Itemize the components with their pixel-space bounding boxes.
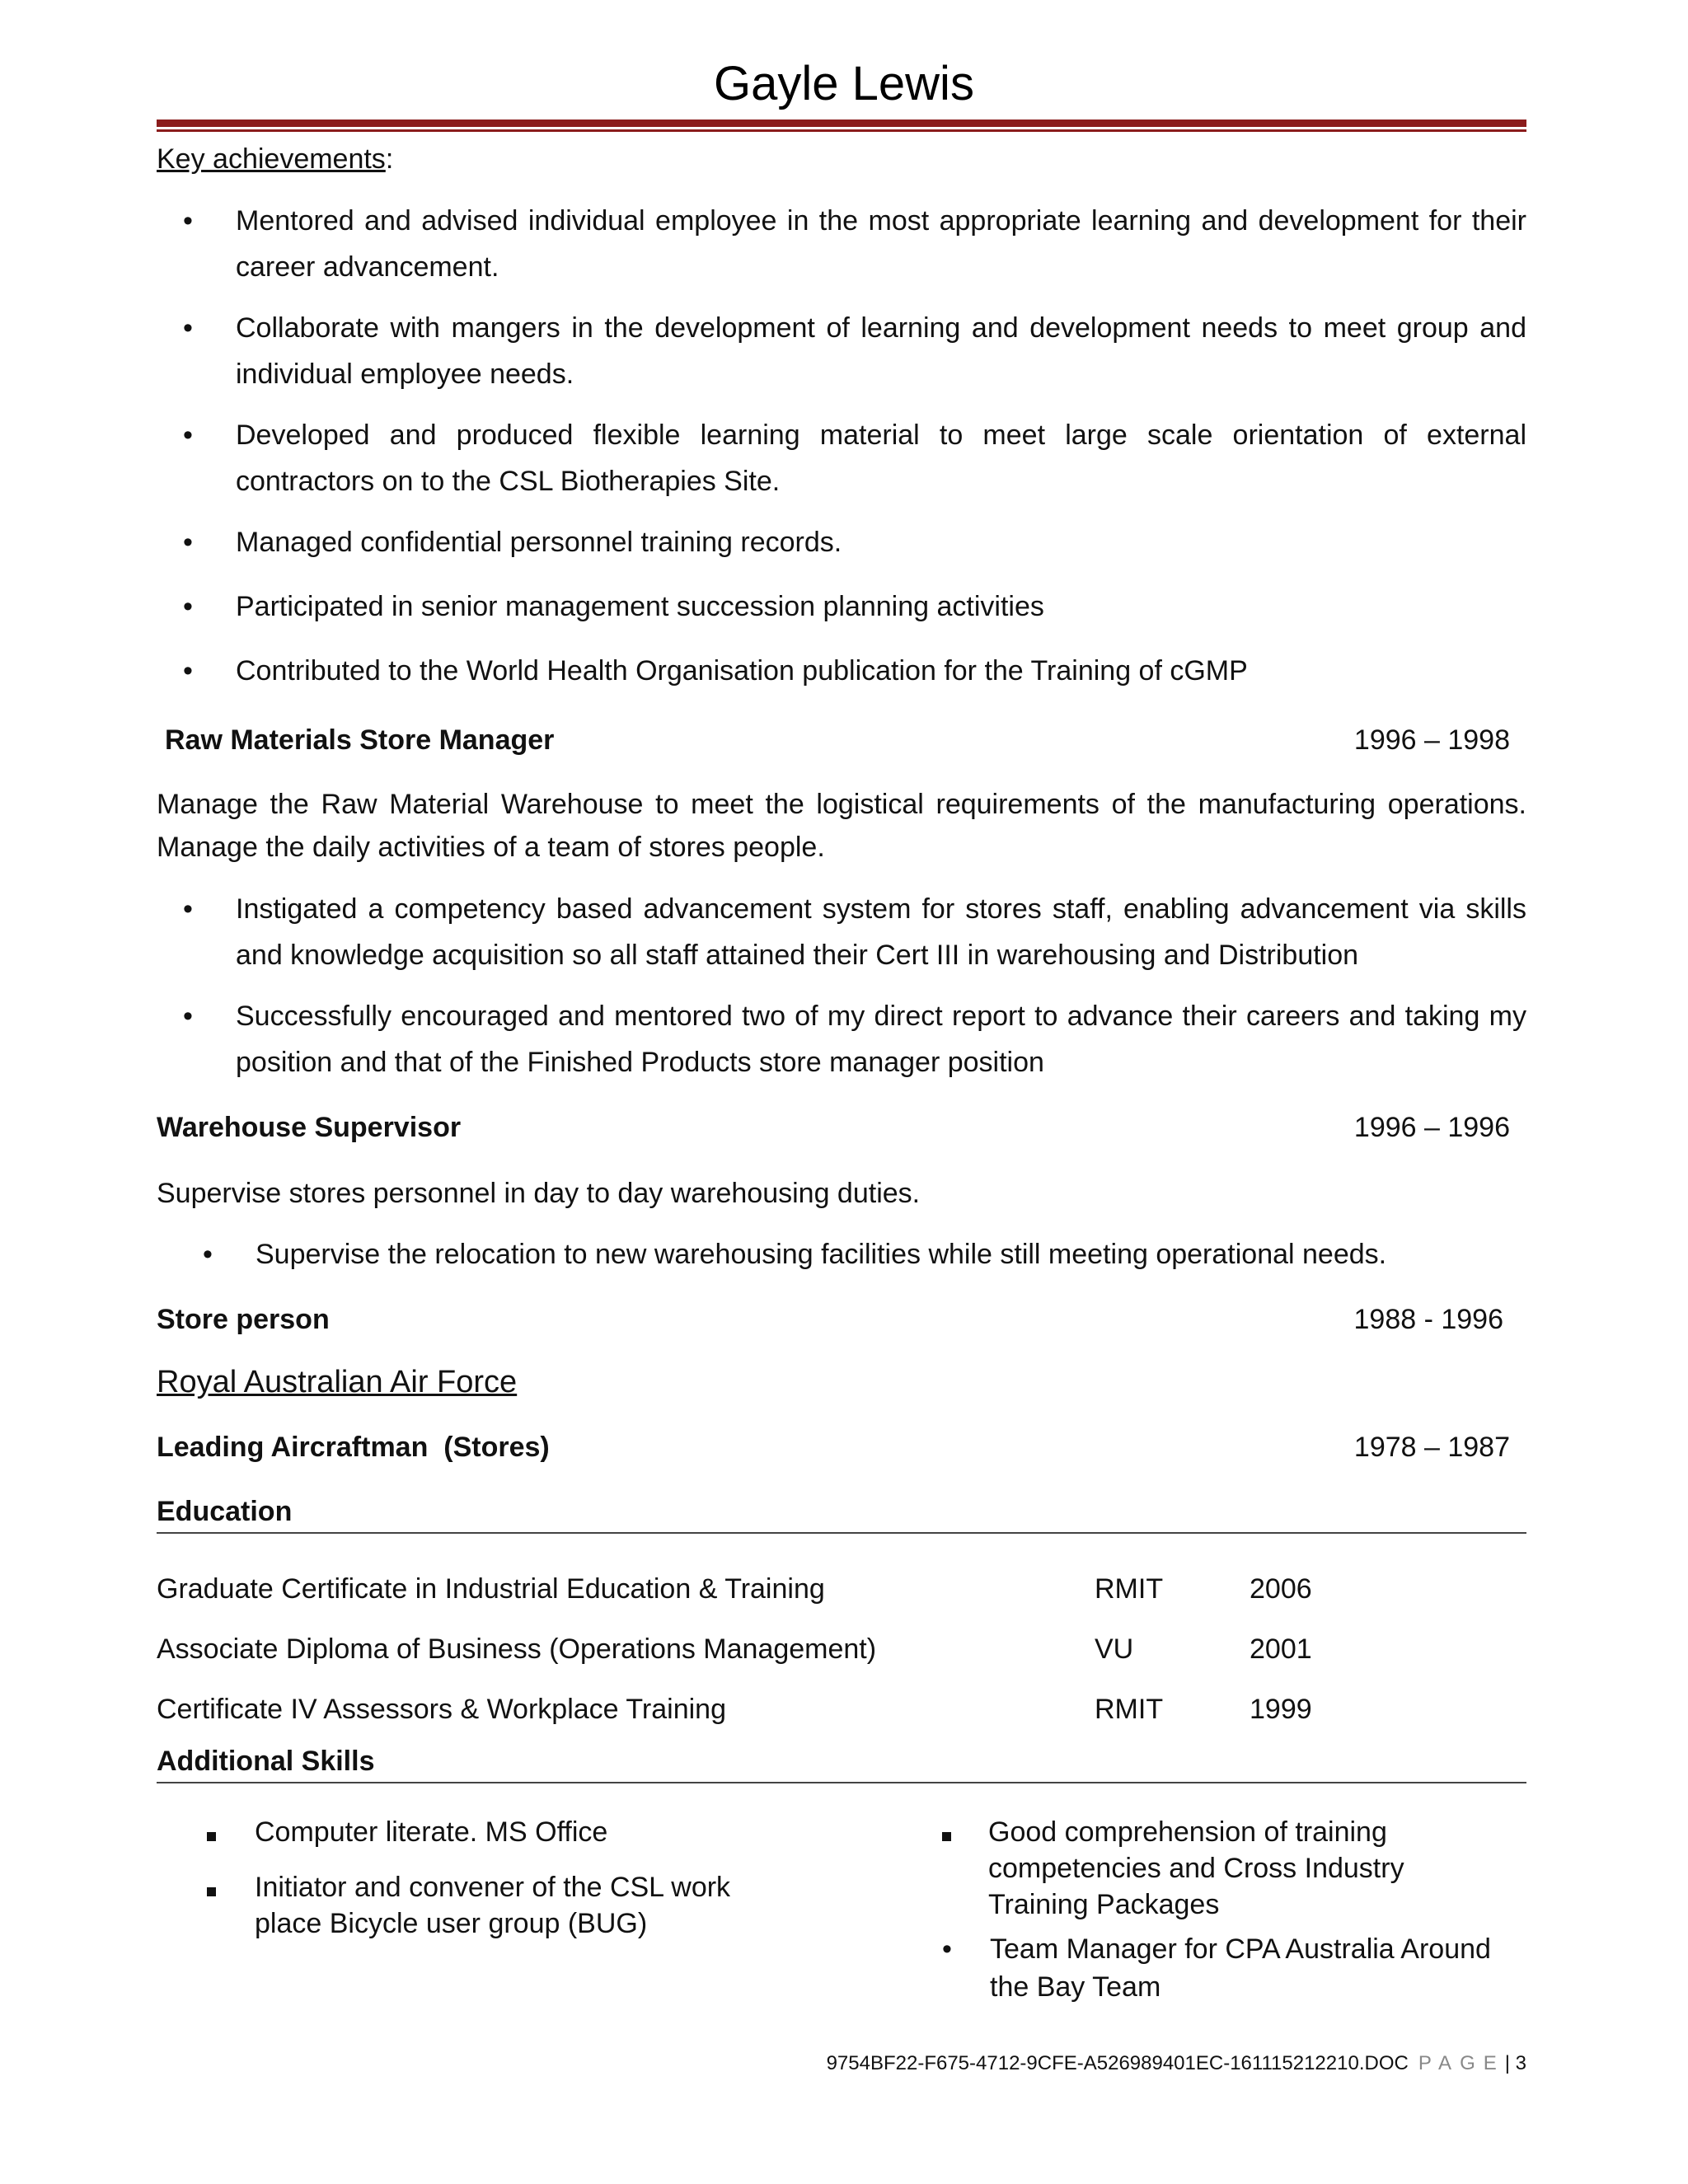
skill-text: Initiator and convener of the CSL work place Bicycle user group (BUG) bbox=[255, 1872, 731, 1939]
raw-materials-bullets bbox=[157, 886, 1526, 1100]
list-item bbox=[157, 583, 1526, 630]
job-warehouse-supervisor bbox=[157, 1107, 1510, 1148]
bullet-icon: • bbox=[203, 1239, 213, 1270]
job-store-person bbox=[157, 1299, 1510, 1340]
bullet-icon: • bbox=[183, 527, 193, 558]
square-bullet-icon bbox=[942, 1814, 951, 1850]
list-item bbox=[157, 519, 1526, 565]
document-id: 9754BF22-F675-4712-9CFE-A526989401EC-161115212210.DOC bbox=[826, 2052, 1409, 2074]
qualification: Graduate Certificate in Industrial Education & Training bbox=[157, 1573, 825, 1605]
key-achievements-label bbox=[157, 136, 393, 182]
list-item bbox=[157, 886, 1526, 978]
bullet-icon: • bbox=[942, 1933, 952, 1965]
employer-name: Royal Australian Air Force bbox=[157, 1365, 518, 1399]
key-achievements-colon: : bbox=[385, 143, 394, 175]
list-item-text: Managed confidential personnel training records. bbox=[236, 527, 842, 558]
header-rule-thick bbox=[157, 120, 1526, 127]
page-footer bbox=[827, 2052, 1526, 2075]
page-number: | 3 bbox=[1504, 2052, 1526, 2074]
institution: VU bbox=[1095, 1633, 1134, 1665]
job-leading-aircraftman bbox=[157, 1427, 1510, 1468]
square-bullet-icon bbox=[207, 1814, 216, 1850]
job-years: 1996 – 1998 bbox=[1353, 724, 1510, 756]
year: 1999 bbox=[1250, 1694, 1312, 1725]
list-item-text: Developed and produced flexible learning material to meet large scale orientation of external contractors on to the CSL Biotherapies Site. bbox=[236, 419, 1526, 497]
bullet-icon: • bbox=[183, 1001, 193, 1032]
key-achievements-list bbox=[157, 198, 1526, 709]
year: 2001 bbox=[1250, 1633, 1312, 1665]
list-item-text: Collaborate with mangers in the development of learning and development needs to meet group and individual employee needs. bbox=[236, 312, 1526, 390]
list-item-text: Mentored and advised individual employee in the most appropriate learning and development for their career advancement. bbox=[236, 205, 1526, 283]
additional-skills-heading: Additional Skills bbox=[157, 1741, 1526, 1783]
education-heading: Education bbox=[157, 1491, 1526, 1534]
job-title: Store person bbox=[157, 1304, 330, 1335]
job-title: Warehouse Supervisor bbox=[157, 1112, 462, 1143]
bullet-icon: • bbox=[183, 312, 193, 344]
institution: RMIT bbox=[1095, 1694, 1164, 1725]
header-rule-thin bbox=[157, 129, 1526, 132]
list-item-text: Supervise the relocation to new warehousing facilities while still meeting operational needs. bbox=[256, 1239, 1387, 1270]
bullet-icon: • bbox=[183, 591, 193, 622]
qualification: Certificate IV Assessors & Workplace Training bbox=[157, 1694, 726, 1725]
job-description: Manage the Raw Material Warehouse to meet the logistical requirements of the manufacturing operations. Manage the daily activities of a team of stores people. bbox=[157, 789, 1526, 863]
qualification: Associate Diploma of Business (Operations Management) bbox=[157, 1633, 877, 1665]
education-row bbox=[157, 1689, 1526, 1730]
list-item-text: Successfully encouraged and mentored two of my direct report to advance their careers and taking my position and that of the Finished Products store manager position bbox=[236, 1001, 1526, 1078]
bullet-icon: • bbox=[183, 655, 193, 687]
list-item bbox=[157, 648, 1526, 694]
skill-text: Computer literate. MS Office bbox=[255, 1816, 608, 1848]
list-item bbox=[157, 993, 1526, 1085]
skill-item bbox=[255, 1869, 766, 1942]
warehouse-supervisor-bullets bbox=[157, 1231, 1526, 1292]
skill-text: Team Manager for CPA Australia Around the Bay Team bbox=[990, 1933, 1491, 2003]
education-row bbox=[157, 1629, 1526, 1670]
skill-item bbox=[988, 1814, 1483, 1923]
job-description: Supervise stores personnel in day to day warehousing duties. bbox=[157, 1178, 921, 1209]
list-item-text: Instigated a competency based advancement system for stores staff, enabling advancement via skills and knowledge acquisition so all staff attained their Cert III in warehousing and Distribution bbox=[236, 893, 1526, 971]
job-title: Leading Aircraftman (Stores) bbox=[157, 1432, 550, 1463]
square-bullet-icon bbox=[207, 1869, 216, 1905]
list-item bbox=[157, 1231, 1526, 1277]
job-years: 1988 - 1996 bbox=[1353, 1304, 1503, 1335]
job-years: 1996 – 1996 bbox=[1353, 1112, 1510, 1143]
list-item-text: Contributed to the World Health Organisation publication for the Training of cGMP bbox=[236, 655, 1248, 687]
bullet-icon: • bbox=[183, 893, 193, 925]
skill-item bbox=[255, 1814, 766, 1850]
list-item-text: Participated in senior management succession planning activities bbox=[236, 591, 1044, 622]
job-years: 1978 – 1987 bbox=[1353, 1432, 1510, 1463]
list-item bbox=[157, 198, 1526, 290]
key-achievements-text: Key achievements bbox=[157, 143, 386, 175]
page-label: PAGE bbox=[1418, 2052, 1505, 2074]
institution: RMIT bbox=[1095, 1573, 1164, 1605]
list-item bbox=[157, 412, 1526, 504]
year: 2006 bbox=[1250, 1573, 1312, 1605]
job-title: Raw Materials Store Manager bbox=[165, 724, 555, 756]
list-item bbox=[157, 305, 1526, 397]
education-row bbox=[157, 1568, 1526, 1610]
candidate-name: Gayle Lewis bbox=[714, 57, 974, 110]
bullet-icon: • bbox=[183, 419, 193, 451]
skill-item bbox=[942, 1930, 1534, 2006]
skill-text: Good comprehension of training competencies and Cross Industry Training Packages bbox=[988, 1816, 1404, 1920]
bullet-icon: • bbox=[183, 205, 193, 237]
job-raw-materials bbox=[165, 719, 1510, 761]
